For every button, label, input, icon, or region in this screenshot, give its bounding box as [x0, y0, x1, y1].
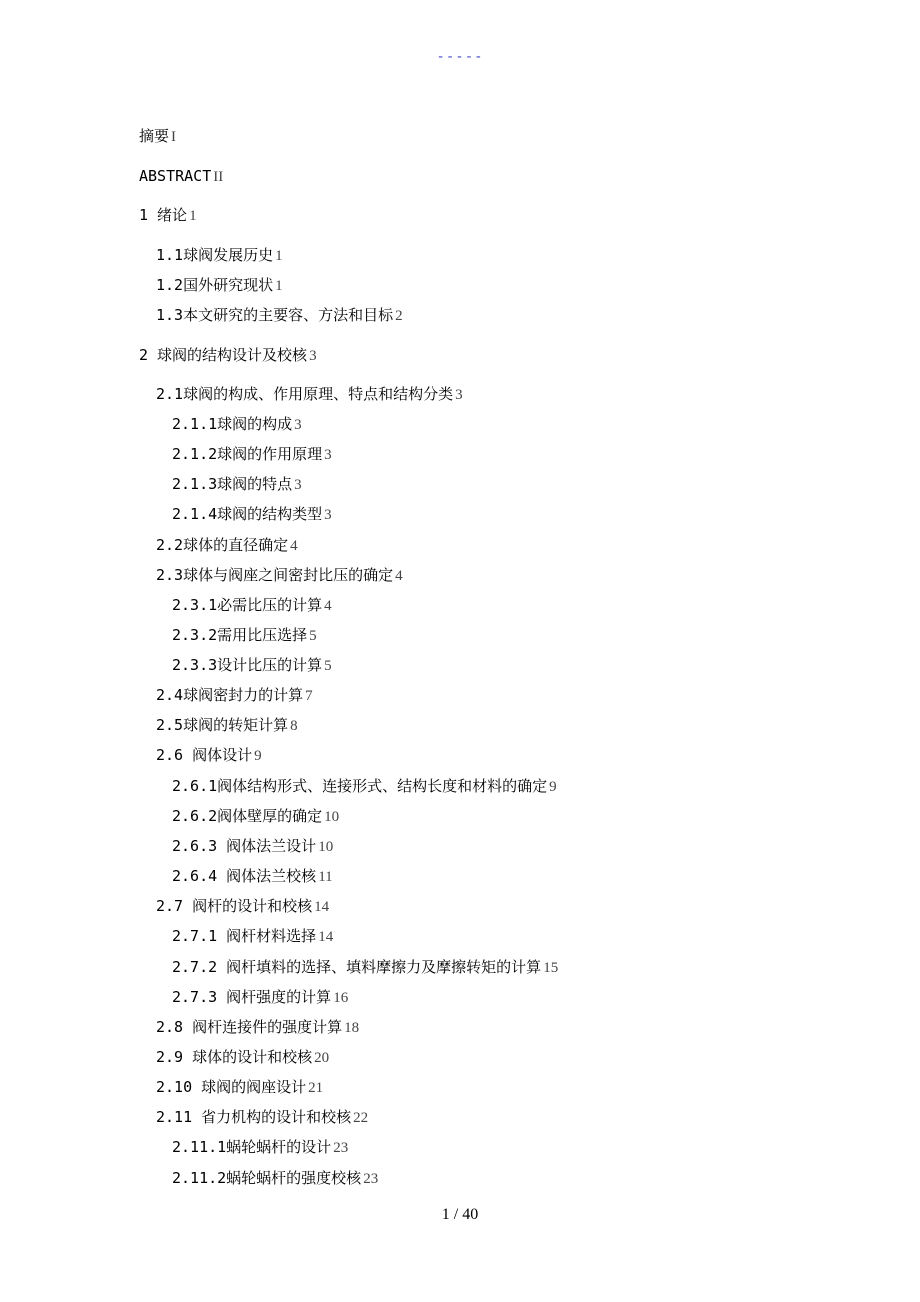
toc-entry-label: 2.6 阀体设计 — [156, 746, 253, 764]
toc-entry-page-number: 21 — [308, 1080, 324, 1096]
toc-entry[interactable] — [172, 474, 302, 495]
page-indicator: 1 / 40 — [441, 1206, 479, 1223]
toc-entry[interactable] — [156, 1107, 368, 1128]
toc-entry[interactable] — [156, 305, 403, 326]
toc-entry-label: 2.6.4 阀体法兰校核 — [172, 867, 317, 885]
toc-entry-label: 2.1球阀的构成、作用原理、特点和结构分类 — [156, 385, 454, 403]
toc-entry-label: 2.3.2需用比压选择 — [172, 626, 308, 644]
toc-entry-label: 2.7 阀杆的设计和校核 — [156, 897, 313, 915]
toc-entry-label: 2.11 省力机构的设计和校核 — [156, 1108, 352, 1126]
toc-entry-page-number: 3 — [294, 477, 302, 493]
toc-entry[interactable] — [172, 1137, 348, 1158]
toc-entry-page-number: 3 — [324, 447, 332, 463]
toc-entry[interactable] — [172, 926, 333, 947]
toc-entry-page-number: 16 — [333, 990, 349, 1006]
toc-entry[interactable] — [156, 745, 262, 766]
toc-entry-page-number: 23 — [333, 1140, 349, 1156]
toc-entry[interactable] — [172, 1168, 378, 1189]
toc-entry[interactable] — [139, 166, 223, 187]
toc-entry-label: 2.5球阀的转矩计算 — [156, 716, 289, 734]
toc-entry-label: 1 绪论 — [139, 206, 188, 224]
toc-entry-label: 2.1.1球阀的构成 — [172, 415, 293, 433]
toc-entry-page-number: 10 — [324, 809, 340, 825]
toc-entry-label: 2 球阀的结构设计及校核 — [139, 346, 308, 364]
toc-entry-label: 2.11.1蜗轮蜗杆的设计 — [172, 1138, 332, 1156]
toc-entry[interactable] — [172, 444, 332, 465]
toc-entry-label: 2.3球体与阀座之间密封比压的确定 — [156, 566, 394, 584]
toc-entry-page-number: I — [171, 129, 177, 145]
toc-entry-label: 2.1.3球阀的特点 — [172, 475, 293, 493]
toc-entry-label: 1.1球阀发展历史 — [156, 246, 274, 264]
toc-entry-page-number: 1 — [275, 248, 283, 264]
toc-entry-label: ABSTRACT — [139, 167, 212, 185]
toc-entry-page-number: 4 — [395, 568, 403, 584]
toc-entry[interactable] — [172, 655, 332, 676]
toc-entry[interactable] — [156, 715, 298, 736]
toc-entry-page-number: 5 — [324, 658, 332, 674]
toc-entry-label: 2.6.1阀体结构形式、连接形式、结构长度和材料的确定 — [172, 777, 548, 795]
toc-entry-page-number: 14 — [314, 899, 330, 915]
toc-entry[interactable] — [156, 565, 403, 586]
toc-entry-label: 2.1.4球阀的结构类型 — [172, 505, 323, 523]
toc-entry[interactable] — [156, 245, 283, 266]
toc-entry-page-number: 3 — [309, 348, 317, 364]
toc-entry[interactable] — [172, 957, 558, 978]
toc-entry-label: 2.10 球阀的阀座设计 — [156, 1078, 307, 1096]
toc-entry-page-number: 8 — [290, 718, 298, 734]
toc-entry-label: 2.2球体的直径确定 — [156, 536, 289, 554]
toc-entry-page-number: 10 — [318, 839, 334, 855]
toc-entry-page-number: 20 — [314, 1050, 330, 1066]
toc-entry[interactable] — [139, 126, 176, 147]
toc-entry-label: 2.6.2阀体壁厚的确定 — [172, 807, 323, 825]
toc-entry-label: 2.7.1 阀杆材料选择 — [172, 927, 317, 945]
toc-entry-label: 1.2国外研究现状 — [156, 276, 274, 294]
toc-entry[interactable] — [172, 504, 332, 525]
toc-entry[interactable] — [156, 1017, 359, 1038]
toc-entry-label: 2.4球阀密封力的计算 — [156, 686, 304, 704]
toc-entry-page-number: 14 — [318, 929, 334, 945]
toc-entry-page-number: 3 — [455, 387, 463, 403]
toc-entry-page-number: 3 — [324, 507, 332, 523]
toc-entry[interactable] — [172, 595, 332, 616]
toc-entry[interactable] — [156, 896, 329, 917]
toc-entry-page-number: 1 — [189, 208, 197, 224]
toc-entry-page-number: 5 — [309, 628, 317, 644]
toc-entry-label: 1.3本文研究的主要容、方法和目标 — [156, 306, 394, 324]
toc-entry-page-number: 7 — [305, 688, 313, 704]
toc-entry-page-number: 18 — [344, 1020, 360, 1036]
toc-entry-label: 2.11.2蜗轮蜗杆的强度校核 — [172, 1169, 362, 1187]
toc-entry-label: 2.1.2球阀的作用原理 — [172, 445, 323, 463]
toc-entry-label: 2.6.3 阀体法兰设计 — [172, 837, 317, 855]
toc-entry[interactable] — [156, 384, 463, 405]
toc-entry[interactable] — [156, 535, 298, 556]
toc-entry-page-number: II — [213, 169, 224, 185]
header-mark: ----- — [436, 49, 484, 65]
toc-entry[interactable] — [156, 1077, 323, 1098]
toc-entry-label: 2.3.3设计比压的计算 — [172, 656, 323, 674]
toc-entry-page-number: 15 — [543, 960, 559, 976]
toc-entry[interactable] — [156, 1047, 329, 1068]
toc-entry-label: 2.9 球体的设计和校核 — [156, 1048, 313, 1066]
toc-entry[interactable] — [172, 414, 302, 435]
toc-entry[interactable] — [156, 275, 283, 296]
toc-entry-page-number: 9 — [549, 779, 557, 795]
toc-entry[interactable] — [156, 685, 313, 706]
toc-entry-page-number: 23 — [363, 1171, 379, 1187]
toc-entry[interactable] — [172, 806, 339, 827]
toc-entry-page-number: 3 — [294, 417, 302, 433]
toc-entry-page-number: 9 — [254, 748, 262, 764]
toc-entry[interactable] — [172, 625, 317, 646]
toc-entry-page-number: 1 — [275, 278, 283, 294]
toc-entry[interactable] — [172, 836, 333, 857]
toc-entry-page-number: 11 — [318, 869, 333, 885]
toc-entry-page-number: 4 — [290, 538, 298, 554]
toc-entry-page-number: 22 — [353, 1110, 369, 1126]
toc-entry-label: 2.8 阀杆连接件的强度计算 — [156, 1018, 343, 1036]
toc-entry-page-number: 4 — [324, 598, 332, 614]
toc-entry-label: 摘要 — [139, 127, 170, 145]
toc-entry-label: 2.3.1必需比压的计算 — [172, 596, 323, 614]
toc-entry[interactable] — [139, 205, 197, 226]
toc-entry[interactable] — [139, 345, 317, 366]
toc-entry-label: 2.7.2 阀杆填料的选择、填料摩擦力及摩擦转矩的计算 — [172, 958, 542, 976]
toc-entry-label: 2.7.3 阀杆强度的计算 — [172, 988, 332, 1006]
toc-entry-page-number: 2 — [395, 308, 403, 324]
toc-entry[interactable] — [172, 866, 333, 887]
toc-entry[interactable] — [172, 776, 557, 797]
toc-entry[interactable] — [172, 987, 348, 1008]
